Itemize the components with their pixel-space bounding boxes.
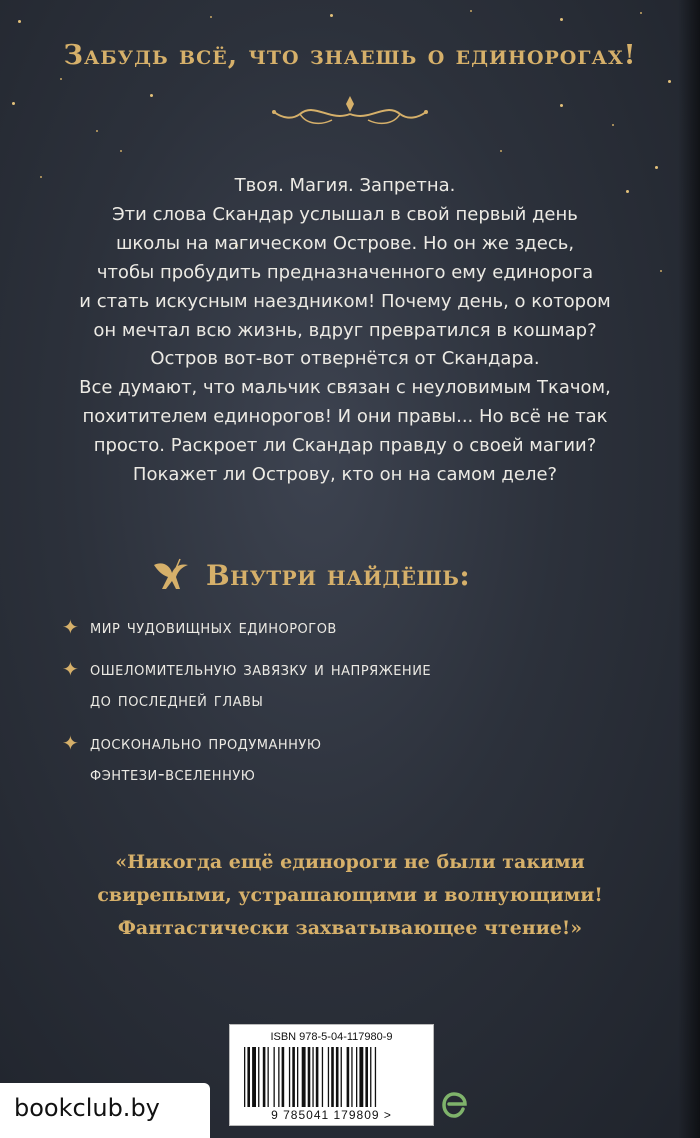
feature-text: до последней главы: [90, 689, 264, 711]
barcode-number: 9 785041 179809 >: [271, 1108, 392, 1122]
feature-text: ошеломительную завязку и напряжение: [90, 658, 432, 680]
barcode-label: [229, 1024, 434, 1126]
blurb-line: Остров вот-вот отвернётся от Скандара.: [150, 348, 540, 370]
publisher-logo-icon: [440, 1090, 470, 1120]
watermark: [0, 1083, 210, 1138]
quote-line: Фантастически захватывающее чтение!»: [117, 917, 583, 939]
feature-text: досконально продуманную: [90, 732, 322, 754]
isbn-text: ISBN 978-5-04-117980-9: [270, 1031, 393, 1043]
blurb-line: просто. Раскроет ли Скандар правду о своей магии?: [93, 435, 597, 457]
inside-title: Внутри найдёшь:: [206, 558, 471, 592]
blurb-line: Эти слова Скандар услышал в свой первый день: [112, 203, 578, 225]
star-bullet-icon: ✦: [62, 657, 80, 681]
blurb-line: похитителем единорогов! И они правы... Но всё не так: [82, 406, 608, 428]
blurb-line: школы на магическом Острове. Но он же здесь,: [115, 232, 575, 254]
star-bullet-icon: ✦: [62, 731, 80, 755]
winged-unicorn-icon: [150, 555, 194, 595]
blurb-line: Все думают, что мальчик связан с неуловимым Ткачом,: [79, 377, 611, 399]
spine-shadow: [678, 0, 700, 1138]
inside-section-header: [150, 555, 470, 595]
blurb-line: он мечтал всю жизнь, вдруг превратился в кошмар?: [93, 319, 597, 341]
blurb-line: чтобы пробудить предназначенного ему единорога: [96, 261, 594, 283]
star-bullet-icon: ✦: [62, 615, 80, 639]
feature-text: фэнтези-вселенную: [90, 763, 256, 785]
headline: Забудь всё, что знаешь о единорогах!: [63, 40, 637, 71]
blurb-text: [30, 172, 660, 490]
quote-line: свирепыми, устрашающими и волнующими!: [97, 884, 603, 906]
barcode-icon: [244, 1047, 420, 1107]
blurb-line: Твоя. Магия. Запретна.: [234, 175, 456, 196]
feature-text: мир чудовищных единорогов: [90, 616, 337, 638]
flourish-ornament-icon: [260, 92, 440, 132]
review-quote: [40, 846, 660, 945]
quote-line: «Никогда ещё единороги не были такими: [115, 851, 585, 873]
blurb-line: Покажет ли Острову, кто он на самом деле?: [132, 464, 558, 486]
watermark-text: bookclub.by: [14, 1094, 160, 1122]
blurb-line: и стать искусным наездником! Почему день, о котором: [79, 290, 611, 312]
